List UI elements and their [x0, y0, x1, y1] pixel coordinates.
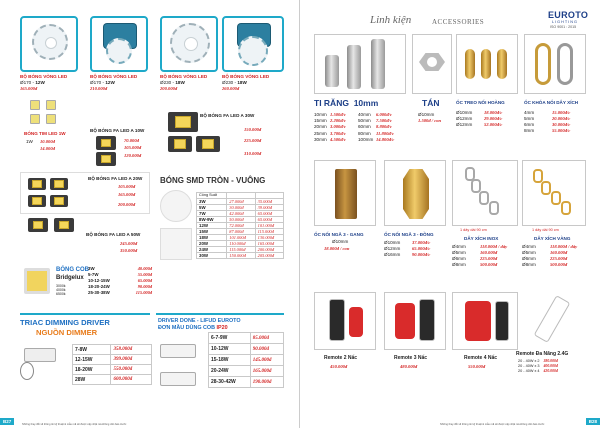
oc-gang-size: Ø10mm [332, 239, 349, 244]
price-label: 90.000đ/c [412, 252, 431, 257]
header-subtitle: ACCESSORIES [432, 18, 485, 26]
fa-led-icon [50, 195, 68, 207]
price-cell: 72.000đ [227, 222, 255, 228]
power-label: 3W [88, 266, 95, 271]
price-cell: 165.000đ [255, 240, 283, 246]
list-item [522, 262, 590, 268]
tan-price: 1.500đ / con [418, 118, 442, 123]
price-cell: 35.000đ [255, 198, 283, 204]
page-number-right: B28 [586, 418, 600, 425]
size-label: 8mm [524, 128, 535, 133]
remote-multi-title: Remote Đa Năng 2.4G [516, 351, 569, 357]
spec-label: 20 - 40W x 4 [518, 369, 540, 374]
price-cell: 101.000đ [255, 222, 283, 228]
fa-10w-price-3: 120.000đ [124, 153, 142, 158]
fa-led-icon [28, 218, 48, 232]
led-ring-icon [32, 24, 68, 60]
oc-dong-title: ỐC NỐI NGÃ 3 - ĐỒNG [384, 232, 434, 237]
day-vang-title: DÂY XÍCH VÀNG [534, 236, 571, 241]
price-cell: 101.000đ [227, 234, 255, 240]
price-cell: 65.000đ [255, 216, 283, 222]
footer-note-right: Những thay đổi về thông tin kỹ thuật & mẫu mã sẽ được cập nhật mà không cần báo trước [440, 423, 545, 426]
price-cell: 205.000đ [255, 252, 283, 258]
remote-multi-price-list [518, 359, 594, 375]
led-ring-icon [170, 23, 210, 63]
price-cell: 399.000đ [111, 355, 152, 365]
day-inox-note: 1 dây dài 90 cm [460, 228, 487, 232]
tim-led-price-2: 14.000đ [40, 146, 55, 151]
price-cell: 145.000đ [250, 355, 283, 366]
smd-price-table [196, 192, 284, 259]
size-label: 40mm [358, 112, 371, 117]
price-label: 11.800đ/c [376, 130, 394, 136]
power-cell: 6-7-9W [209, 333, 251, 344]
driver-price-table [208, 332, 284, 388]
size-label: 10mm [314, 112, 327, 117]
price-cell: 165.000đ [250, 366, 283, 377]
price-label: 65.000đ/c [412, 246, 431, 251]
remote-2-image [314, 292, 376, 350]
fa-10w-price-2: 105.000đ [124, 145, 142, 150]
price-label: 2.200đ/c [330, 118, 346, 124]
price-label: 40.000đ [137, 266, 152, 271]
fa-10w-title: BỘ BÓNG FA LED A 10W [90, 128, 145, 133]
fa-50w-price-2: 350.000đ [120, 248, 138, 253]
power-cell: 18-20W [73, 365, 111, 375]
tan-size: Ø10mm [418, 112, 435, 117]
price-label: 15.000đ/c [552, 110, 571, 115]
price-cell: 115.000đ [227, 246, 255, 252]
brand-logo: EUROTO [548, 10, 589, 20]
cob-title: BÓNG COB [56, 267, 89, 273]
power-cell: 3W [197, 198, 227, 204]
driver-device-icon [160, 344, 196, 358]
table-row [73, 345, 152, 355]
power-cell: 7W [197, 210, 227, 216]
fa-20w-price-1: 105.000đ [118, 184, 136, 189]
price-label: 500.000đ [550, 262, 568, 267]
power-cell: 5W [197, 204, 227, 210]
list-item [456, 122, 518, 128]
remote-3-image [384, 292, 446, 350]
fa-led-icon [168, 136, 192, 152]
power-cell: 20-24W [209, 366, 251, 377]
product-title-2: BỘ BÓNG VÒNG LED [90, 74, 138, 79]
size-label: Ø4mm [522, 244, 536, 249]
power-label: 5-7W [88, 272, 99, 277]
size-label: 100mm [358, 136, 374, 142]
remote-2-title: Remote 2 Nấc [324, 355, 358, 361]
price-label: 52.000đ/c [484, 122, 503, 127]
price-label: 160.000đ [480, 250, 498, 255]
size-label: 60mm [358, 124, 371, 130]
power-cell: 15W [197, 228, 227, 234]
fa-30w-price-3: 310.000đ [244, 151, 262, 156]
price-label: 20.000đ/c [552, 116, 571, 121]
product-spec-3: Ø230 - 18W [160, 80, 185, 85]
day-vang-note: 1 dây dài 90 cm [532, 228, 559, 232]
size-label: 20mm [314, 124, 327, 130]
fa-30w-price-1: 150.000đ [244, 127, 262, 132]
price-cell: 65.000đ [255, 210, 283, 216]
power-cell: 28W [73, 375, 111, 385]
header-title: Linh kiện [370, 14, 412, 26]
remote-4-image [452, 292, 518, 350]
table-row [73, 375, 152, 385]
size-label: Ø5mm [452, 250, 466, 255]
price-cell: 550.000đ [111, 365, 152, 375]
price-cell: 130.000đ [255, 234, 283, 240]
day-inox-title: DÂY XÍCH INOX [464, 236, 499, 241]
table-row [209, 377, 284, 388]
triac-price-table [72, 344, 152, 385]
fa-30w-title: BỘ BÓNG FA LED A 30W [200, 113, 255, 118]
cob-chip-icon [24, 268, 50, 294]
ti-rang-title: TI RĂNG 10mm [314, 98, 379, 108]
fa-led-icon [28, 195, 46, 207]
fa-led-icon [196, 136, 220, 152]
size-label: 30mm [314, 136, 327, 142]
product-title-1: BỘ BÓNG VÒNG LED [20, 74, 68, 79]
oc-treo-image [456, 34, 518, 94]
ti-rang-price-list [314, 112, 410, 143]
driver-title: DRIVER DONE - LIFUD EUROTO [158, 318, 241, 324]
price-cell: 39.000đ [255, 204, 283, 210]
size-label: Ø8mm [522, 262, 536, 267]
day-inox-price-list [452, 244, 522, 268]
table-row [73, 365, 152, 375]
product-card-2[interactable] [90, 16, 148, 72]
price-cell: 600.000đ [111, 375, 152, 385]
oc-gang-title: ỐC NỐI NGÃ 3 - GANG [314, 232, 364, 237]
product-price-4: 260.000đ [222, 86, 240, 91]
driver-wire-icon [20, 362, 34, 380]
power-cell: 18W [197, 234, 227, 240]
power-cell: 30W [197, 252, 227, 258]
product-spec-1: Ø170 - 12W [20, 80, 45, 85]
power-cell: 15-18W [209, 355, 251, 366]
size-label: Ø12mm [456, 116, 473, 121]
size-label: 80mm [358, 130, 371, 136]
tan-image [412, 34, 452, 94]
fa-led-icon [96, 136, 116, 150]
price-cell: 358.000đ [111, 345, 152, 355]
price-label: 1.500đ/c [330, 112, 346, 117]
tim-led-chip-icon [46, 114, 56, 124]
oc-khoa-title: ỐC KHÓA NỐI DÂY XÍCH [524, 100, 579, 105]
power-cell: 7-8W [73, 345, 111, 355]
size-label: Ø12mm [456, 122, 473, 127]
price-label: 30.000đ/c [552, 122, 571, 127]
oc-gang-image [314, 160, 376, 226]
price-label: 160.000đ [550, 250, 568, 255]
brand-sub: LIGHTING [552, 20, 578, 24]
price-cell: 110.000đ [227, 240, 255, 246]
price-label: 18.000đ/c [484, 110, 503, 115]
size-label: Ø10mm [456, 110, 473, 115]
price-cell: 115.000đ [255, 228, 283, 234]
size-label: Ø6mm [522, 256, 536, 261]
day-inox-image [452, 160, 518, 226]
spec-label: 20 - 40W x 2 [518, 359, 540, 363]
fa-50w-title: BỘ BÓNG FA LED A 50W [86, 232, 141, 237]
size-label: Ø12mm [384, 246, 401, 251]
cob-spec-1: 3000k [56, 284, 66, 288]
price-label: 4.500đ/c [330, 136, 346, 142]
fa-led-icon [28, 178, 46, 190]
tim-led-w-1: 1W [26, 139, 33, 144]
price-label: 118.000đ / dây [550, 244, 578, 249]
divider [156, 313, 284, 315]
oc-khoa-price-list [524, 110, 586, 134]
price-cell: 90.000đ [250, 344, 283, 355]
price-cell: 30.000đ [227, 204, 255, 210]
day-vang-price-list [522, 244, 590, 268]
size-label: 50mm [358, 118, 371, 124]
cob-brand: Bridgelux [56, 275, 84, 281]
oc-treo-title: ỐC TREO NỐI HOÀNG [456, 100, 505, 105]
triac-subtitle: NGUỒN DIMMER [36, 328, 98, 337]
price-label: 225.000đ [550, 256, 568, 261]
size-label: 5mm [524, 116, 535, 121]
list-item [384, 252, 446, 258]
product-card-4[interactable] [222, 16, 284, 72]
triac-title: TRIAC DIMMING DRIVER [20, 318, 110, 327]
price-cell: 27.000đ [227, 198, 255, 204]
list-item [88, 290, 152, 296]
cob-spec-3: 6500k [56, 292, 66, 296]
price-cell: 42.000đ [227, 210, 255, 216]
tim-led-chip-icon [46, 100, 56, 110]
price-label: 3.000đ/c [330, 124, 346, 130]
led-ring-icon [106, 38, 132, 64]
price-cell: 85.000đ [250, 333, 283, 344]
size-label: Ø10mm [384, 240, 401, 245]
size-label: 4mm [524, 110, 535, 115]
power-cell: 28-30-42W [209, 377, 251, 388]
power-cell: 20W [197, 240, 227, 246]
price-label: 14.800đ/c [376, 136, 395, 142]
tim-led-chip-icon [30, 100, 40, 110]
price-cell: 87.000đ [227, 228, 255, 234]
price-label: 29.000đ/c [484, 116, 503, 121]
cob-price-list [88, 266, 152, 296]
list-item [518, 369, 594, 374]
fa-50w-price-1: 245.000đ [120, 241, 138, 246]
spec-label: 20 - 40W x 3 [518, 364, 540, 369]
price-label: 8.800đ/c [376, 124, 392, 130]
driver-device-icon [160, 372, 196, 386]
product-title-3: BỘ BÓNG VÒNG LED [160, 74, 208, 79]
list-item [524, 128, 586, 134]
price-cell: 150.000đ [227, 252, 255, 258]
catalog-page-right [300, 0, 600, 428]
power-cell: 8W-9W [197, 216, 227, 222]
power-cell: 12-15W [73, 355, 111, 365]
fa-10w-price-1: 70.000đ [124, 138, 139, 143]
size-label: 15mm [314, 118, 327, 124]
footer-note-left: Những thay đổi về thông tin kỹ thuật & mẫu mã sẽ được cập nhật mà không cần báo trước [22, 423, 127, 426]
power-cell: 24W [197, 246, 227, 252]
size-label: 6mm [524, 122, 535, 127]
product-price-3: 200.000đ [160, 86, 178, 91]
price-cell: 50.000đ [227, 216, 255, 222]
oc-treo-price-list [456, 110, 518, 128]
price-cell: 200.000đ [255, 246, 283, 252]
power-cell: 12W [197, 222, 227, 228]
table-row [209, 366, 284, 377]
product-card-3[interactable] [160, 16, 218, 72]
remote-3-title: Remote 3 Nấc [394, 355, 428, 361]
ti-rang-image [314, 34, 406, 94]
smd-round-icon [160, 190, 192, 222]
fa-30w-price-2: 225.000đ [244, 138, 262, 143]
price-label: 115.000đ [135, 290, 152, 295]
oc-dong-image [384, 160, 446, 226]
table-header-cell: Công Suất [197, 193, 227, 199]
table-row [209, 344, 284, 355]
page-number-left: B27 [0, 418, 14, 425]
price-label: 225.000đ [480, 256, 498, 261]
product-price-2: 210.000đ [90, 86, 108, 91]
list-item [314, 137, 410, 143]
price-label: 500.000đ [480, 262, 498, 267]
table-row [209, 333, 284, 344]
price-label: 37.000đ/c [412, 240, 431, 245]
power-label: 10-12-15W [88, 278, 110, 283]
price-label: 55.000đ/c [552, 128, 571, 133]
fa-led-icon [96, 152, 116, 166]
size-label: Ø4mm [452, 244, 466, 249]
remote-4-title: Remote 4 Nấc [464, 355, 498, 361]
tim-led-price-1: 10.000đ [40, 139, 55, 144]
product-spec-4: Ø230 - 18W [222, 80, 247, 85]
remote-2-price: 450.000đ [330, 364, 348, 369]
driver-subtitle: ĐƠN MẦU DÙNG COB IP20 [158, 325, 228, 331]
power-cell: 10-12W [209, 344, 251, 355]
divider [20, 313, 150, 315]
oc-dong-price-list [384, 240, 446, 258]
oc-khoa-image [524, 34, 586, 94]
led-ring-icon [238, 36, 268, 66]
remote-3-price: 480.000đ [400, 364, 418, 369]
product-title-4: BỘ BÓNG VÒNG LED [222, 74, 270, 79]
cob-spec-2: 4000k [56, 288, 66, 292]
list-item [452, 262, 522, 268]
table-row [73, 355, 152, 365]
fa-20w-title: BỘ BÓNG FA LED A 20W [88, 176, 143, 181]
fa-20w-price-3: 200.000đ [118, 202, 136, 207]
price-cell: 190.000đ [250, 377, 283, 388]
price-label: 400.000đ [543, 364, 558, 369]
price-label: 380.000đ [543, 359, 558, 363]
product-spec-2: Ø170 - 12W [90, 80, 115, 85]
product-card-1[interactable] [20, 16, 78, 72]
remote-4-price: 550.000đ [468, 364, 486, 369]
tim-led-chip-icon [30, 114, 40, 124]
brand-iso: ISO 9001 : 2015 [550, 25, 577, 29]
price-label: 65.000đ [137, 278, 152, 283]
smd-square-icon [160, 228, 192, 260]
price-label: 6.000đ/c [376, 112, 392, 117]
tan-title: TÁN [422, 98, 440, 108]
price-label: 7.500đ/c [376, 118, 392, 124]
fa-20w-price-2: 165.000đ [118, 192, 136, 197]
remote-multi-image [522, 292, 586, 350]
size-label: Ø5mm [522, 250, 536, 255]
size-label: Ø8mm [452, 262, 466, 267]
fa-led-icon [168, 112, 198, 132]
day-vang-image [522, 160, 586, 226]
price-label: 55.000đ [137, 272, 152, 277]
product-price-1: 165.000đ [20, 86, 38, 91]
price-label: 118.000đ / dây [480, 244, 508, 249]
fa-led-icon [50, 178, 68, 190]
size-label: Ø6mm [452, 256, 466, 261]
smd-title: BÓNG SMD TRÒN - VUÔNG [160, 176, 266, 185]
tim-led-title: BÓNG TIM LED 1W [24, 131, 66, 136]
table-row [197, 216, 284, 222]
table-row [209, 355, 284, 366]
oc-gang-price: 18.000đ / con [324, 246, 350, 251]
power-label: 25-30-38W [88, 290, 110, 295]
driver-device-icon [24, 348, 56, 362]
price-label: 90.000đ [137, 284, 152, 289]
table-row [197, 252, 284, 258]
price-label: 3.700đ/c [330, 130, 346, 136]
size-label: 25mm [314, 130, 327, 136]
power-label: 18-20-24W [88, 284, 110, 289]
price-label: 420.000đ [543, 369, 558, 374]
fa-led-icon [54, 218, 74, 232]
size-label: Ø16mm [384, 252, 401, 257]
